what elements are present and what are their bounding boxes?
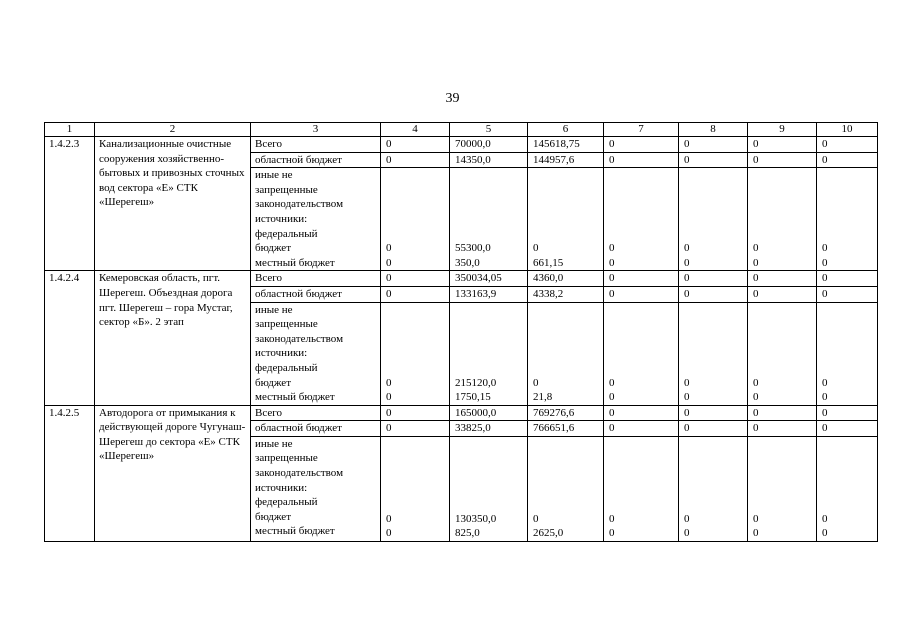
funding-source: областной бюджет	[251, 152, 381, 168]
federal-value: 0	[684, 512, 690, 525]
value-cell	[748, 436, 817, 541]
federal-value: 0	[609, 242, 615, 255]
table-row	[45, 271, 878, 287]
federal-value: 0	[609, 376, 615, 389]
value-cell: 0	[679, 152, 748, 168]
federal-value: 0	[609, 512, 615, 525]
value-cell: 0	[748, 421, 817, 437]
local-value: 0	[609, 256, 615, 269]
value-cell: 0	[679, 271, 748, 287]
local-value: 21,8	[533, 391, 553, 404]
local-value: 0	[822, 256, 828, 269]
label-line: запрещенные	[255, 183, 318, 196]
local-value: 0	[609, 391, 615, 404]
funding-source: Всего	[251, 137, 381, 153]
local-value: 0	[684, 527, 690, 540]
funding-source: областной бюджет	[251, 421, 381, 437]
value-cell: 0	[817, 421, 878, 437]
value-cell	[450, 302, 528, 405]
column-header: 1	[45, 123, 95, 137]
federal-value: 0	[533, 376, 539, 389]
label-line: федеральный	[255, 361, 318, 374]
table-row	[45, 405, 878, 421]
column-header: 6	[528, 123, 604, 137]
federal-value: 0	[822, 242, 828, 255]
label-line: иные не	[255, 437, 293, 450]
federal-value: 0	[386, 512, 392, 525]
value-cell: 0	[604, 421, 679, 437]
local-value: 0	[684, 391, 690, 404]
local-value: 2625,0	[533, 527, 564, 540]
federal-value: 0	[386, 242, 392, 255]
funding-source: Всего	[251, 271, 381, 287]
value-cell: 4338,2	[528, 286, 604, 302]
value-cell: 0	[381, 405, 450, 421]
federal-value: 0	[684, 242, 690, 255]
value-cell	[817, 302, 878, 405]
item-code: 1.4.2.4	[45, 271, 95, 405]
item-code: 1.4.2.3	[45, 137, 95, 271]
label-line: законодательством	[255, 332, 344, 345]
label-line: федеральный	[255, 496, 318, 509]
value-cell: 0	[748, 137, 817, 153]
value-cell	[679, 436, 748, 541]
local-value: 0	[753, 256, 759, 269]
value-cell: 0	[381, 271, 450, 287]
value-cell: 0	[748, 152, 817, 168]
local-value: 0	[753, 391, 759, 404]
local-value: 0	[386, 391, 392, 404]
local-value: 0	[822, 527, 828, 540]
label-line: иные не	[255, 169, 293, 182]
value-cell: 769276,6	[528, 405, 604, 421]
local-value: 350,0	[455, 256, 480, 269]
value-cell: 145618,75	[528, 137, 604, 153]
value-cell	[450, 436, 528, 541]
value-cell: 0	[381, 421, 450, 437]
local-value: 0	[386, 527, 392, 540]
label-line: бюджет	[255, 376, 291, 389]
budget-table	[44, 122, 878, 542]
value-cell: 0	[604, 152, 679, 168]
value-cell	[679, 302, 748, 405]
value-cell: 0	[748, 405, 817, 421]
local-value: 0	[609, 527, 615, 540]
table-body	[45, 123, 878, 542]
column-header: 3	[251, 123, 381, 137]
local-value: 0	[684, 256, 690, 269]
label-line: бюджет	[255, 242, 291, 255]
value-cell	[604, 436, 679, 541]
value-cell	[817, 436, 878, 541]
value-cell	[817, 168, 878, 271]
local-value: 1750,15	[455, 391, 491, 404]
value-cell: 0	[381, 137, 450, 153]
value-cell	[528, 436, 604, 541]
header-row	[45, 123, 878, 137]
federal-value: 130350,0	[455, 512, 497, 525]
value-cell	[381, 168, 450, 271]
value-cell	[604, 168, 679, 271]
federal-value: 0	[533, 512, 539, 525]
federal-value: 215120,0	[455, 376, 497, 389]
value-cell: 14350,0	[450, 152, 528, 168]
label-line: запрещенные	[255, 452, 318, 465]
value-cell	[381, 436, 450, 541]
column-header: 5	[450, 123, 528, 137]
local-value: 661,15	[533, 256, 564, 269]
label-line: источники:	[255, 347, 308, 360]
column-header: 10	[817, 123, 878, 137]
value-cell: 0	[679, 137, 748, 153]
column-header: 7	[604, 123, 679, 137]
column-header: 9	[748, 123, 817, 137]
label-line: законодательством	[255, 198, 344, 211]
value-cell: 0	[817, 137, 878, 153]
label-line: законодательством	[255, 467, 344, 480]
label-line: местный бюджет	[255, 391, 335, 404]
value-cell: 0	[381, 286, 450, 302]
other-sources-label	[251, 302, 381, 405]
value-cell: 0	[817, 286, 878, 302]
column-header: 8	[679, 123, 748, 137]
federal-value: 55300,0	[455, 242, 491, 255]
value-cell	[604, 302, 679, 405]
federal-value: 0	[533, 242, 539, 255]
label-line: источники:	[255, 212, 308, 225]
value-cell	[679, 168, 748, 271]
value-cell: 0	[817, 152, 878, 168]
value-cell: 0	[679, 286, 748, 302]
value-cell: 0	[817, 405, 878, 421]
label-line: бюджет	[255, 510, 291, 523]
table-row	[45, 137, 878, 153]
value-cell	[450, 168, 528, 271]
federal-value: 0	[684, 376, 690, 389]
value-cell: 0	[748, 271, 817, 287]
value-cell: 350034,05	[450, 271, 528, 287]
value-cell: 4360,0	[528, 271, 604, 287]
value-cell: 0	[604, 286, 679, 302]
value-cell: 0	[604, 271, 679, 287]
value-cell: 766651,6	[528, 421, 604, 437]
federal-value: 0	[386, 376, 392, 389]
value-cell: 0	[604, 137, 679, 153]
value-cell: 144957,6	[528, 152, 604, 168]
label-line: иные не	[255, 303, 293, 316]
label-line: местный бюджет	[255, 525, 335, 538]
funding-source: областной бюджет	[251, 286, 381, 302]
value-cell: 70000,0	[450, 137, 528, 153]
federal-value: 0	[822, 512, 828, 525]
label-line: федеральный	[255, 227, 318, 240]
label-line: источники:	[255, 481, 308, 494]
value-cell	[381, 302, 450, 405]
federal-value: 0	[753, 512, 759, 525]
value-cell: 0	[679, 405, 748, 421]
column-header: 2	[95, 123, 251, 137]
local-value: 0	[822, 391, 828, 404]
page-number: 39	[445, 91, 460, 106]
federal-value: 0	[753, 242, 759, 255]
item-name: Канализационные очистные сооружения хозяйственно-бытовых и привозных сточных вод сектора «Е» СТК «Шерегеш»	[95, 137, 251, 271]
funding-source: Всего	[251, 405, 381, 421]
value-cell: 0	[381, 152, 450, 168]
local-value: 825,0	[455, 527, 480, 540]
value-cell	[748, 302, 817, 405]
local-value: 0	[753, 527, 759, 540]
other-sources-label	[251, 436, 381, 541]
value-cell: 0	[748, 286, 817, 302]
other-sources-label	[251, 168, 381, 271]
value-cell	[528, 168, 604, 271]
value-cell	[748, 168, 817, 271]
value-cell: 0	[679, 421, 748, 437]
item-name: Автодорога от примыкания к действующей дороге Чугунаш-Шерегеш до сектора «Е» СТК «Шерегеш»	[95, 405, 251, 541]
label-line: запрещенные	[255, 318, 318, 331]
value-cell: 0	[817, 271, 878, 287]
column-header: 4	[381, 123, 450, 137]
local-value: 0	[386, 256, 392, 269]
federal-value: 0	[753, 376, 759, 389]
value-cell	[528, 302, 604, 405]
value-cell: 133163,9	[450, 286, 528, 302]
item-code: 1.4.2.5	[45, 405, 95, 541]
label-line: местный бюджет	[255, 256, 335, 269]
value-cell: 165000,0	[450, 405, 528, 421]
item-name: Кемеровская область, пгт. Шерегеш. Объездная дорога пгт. Шерегеш – гора Мустаг, сектор «Б». 2 этап	[95, 271, 251, 405]
value-cell: 33825,0	[450, 421, 528, 437]
value-cell: 0	[604, 405, 679, 421]
federal-value: 0	[822, 376, 828, 389]
